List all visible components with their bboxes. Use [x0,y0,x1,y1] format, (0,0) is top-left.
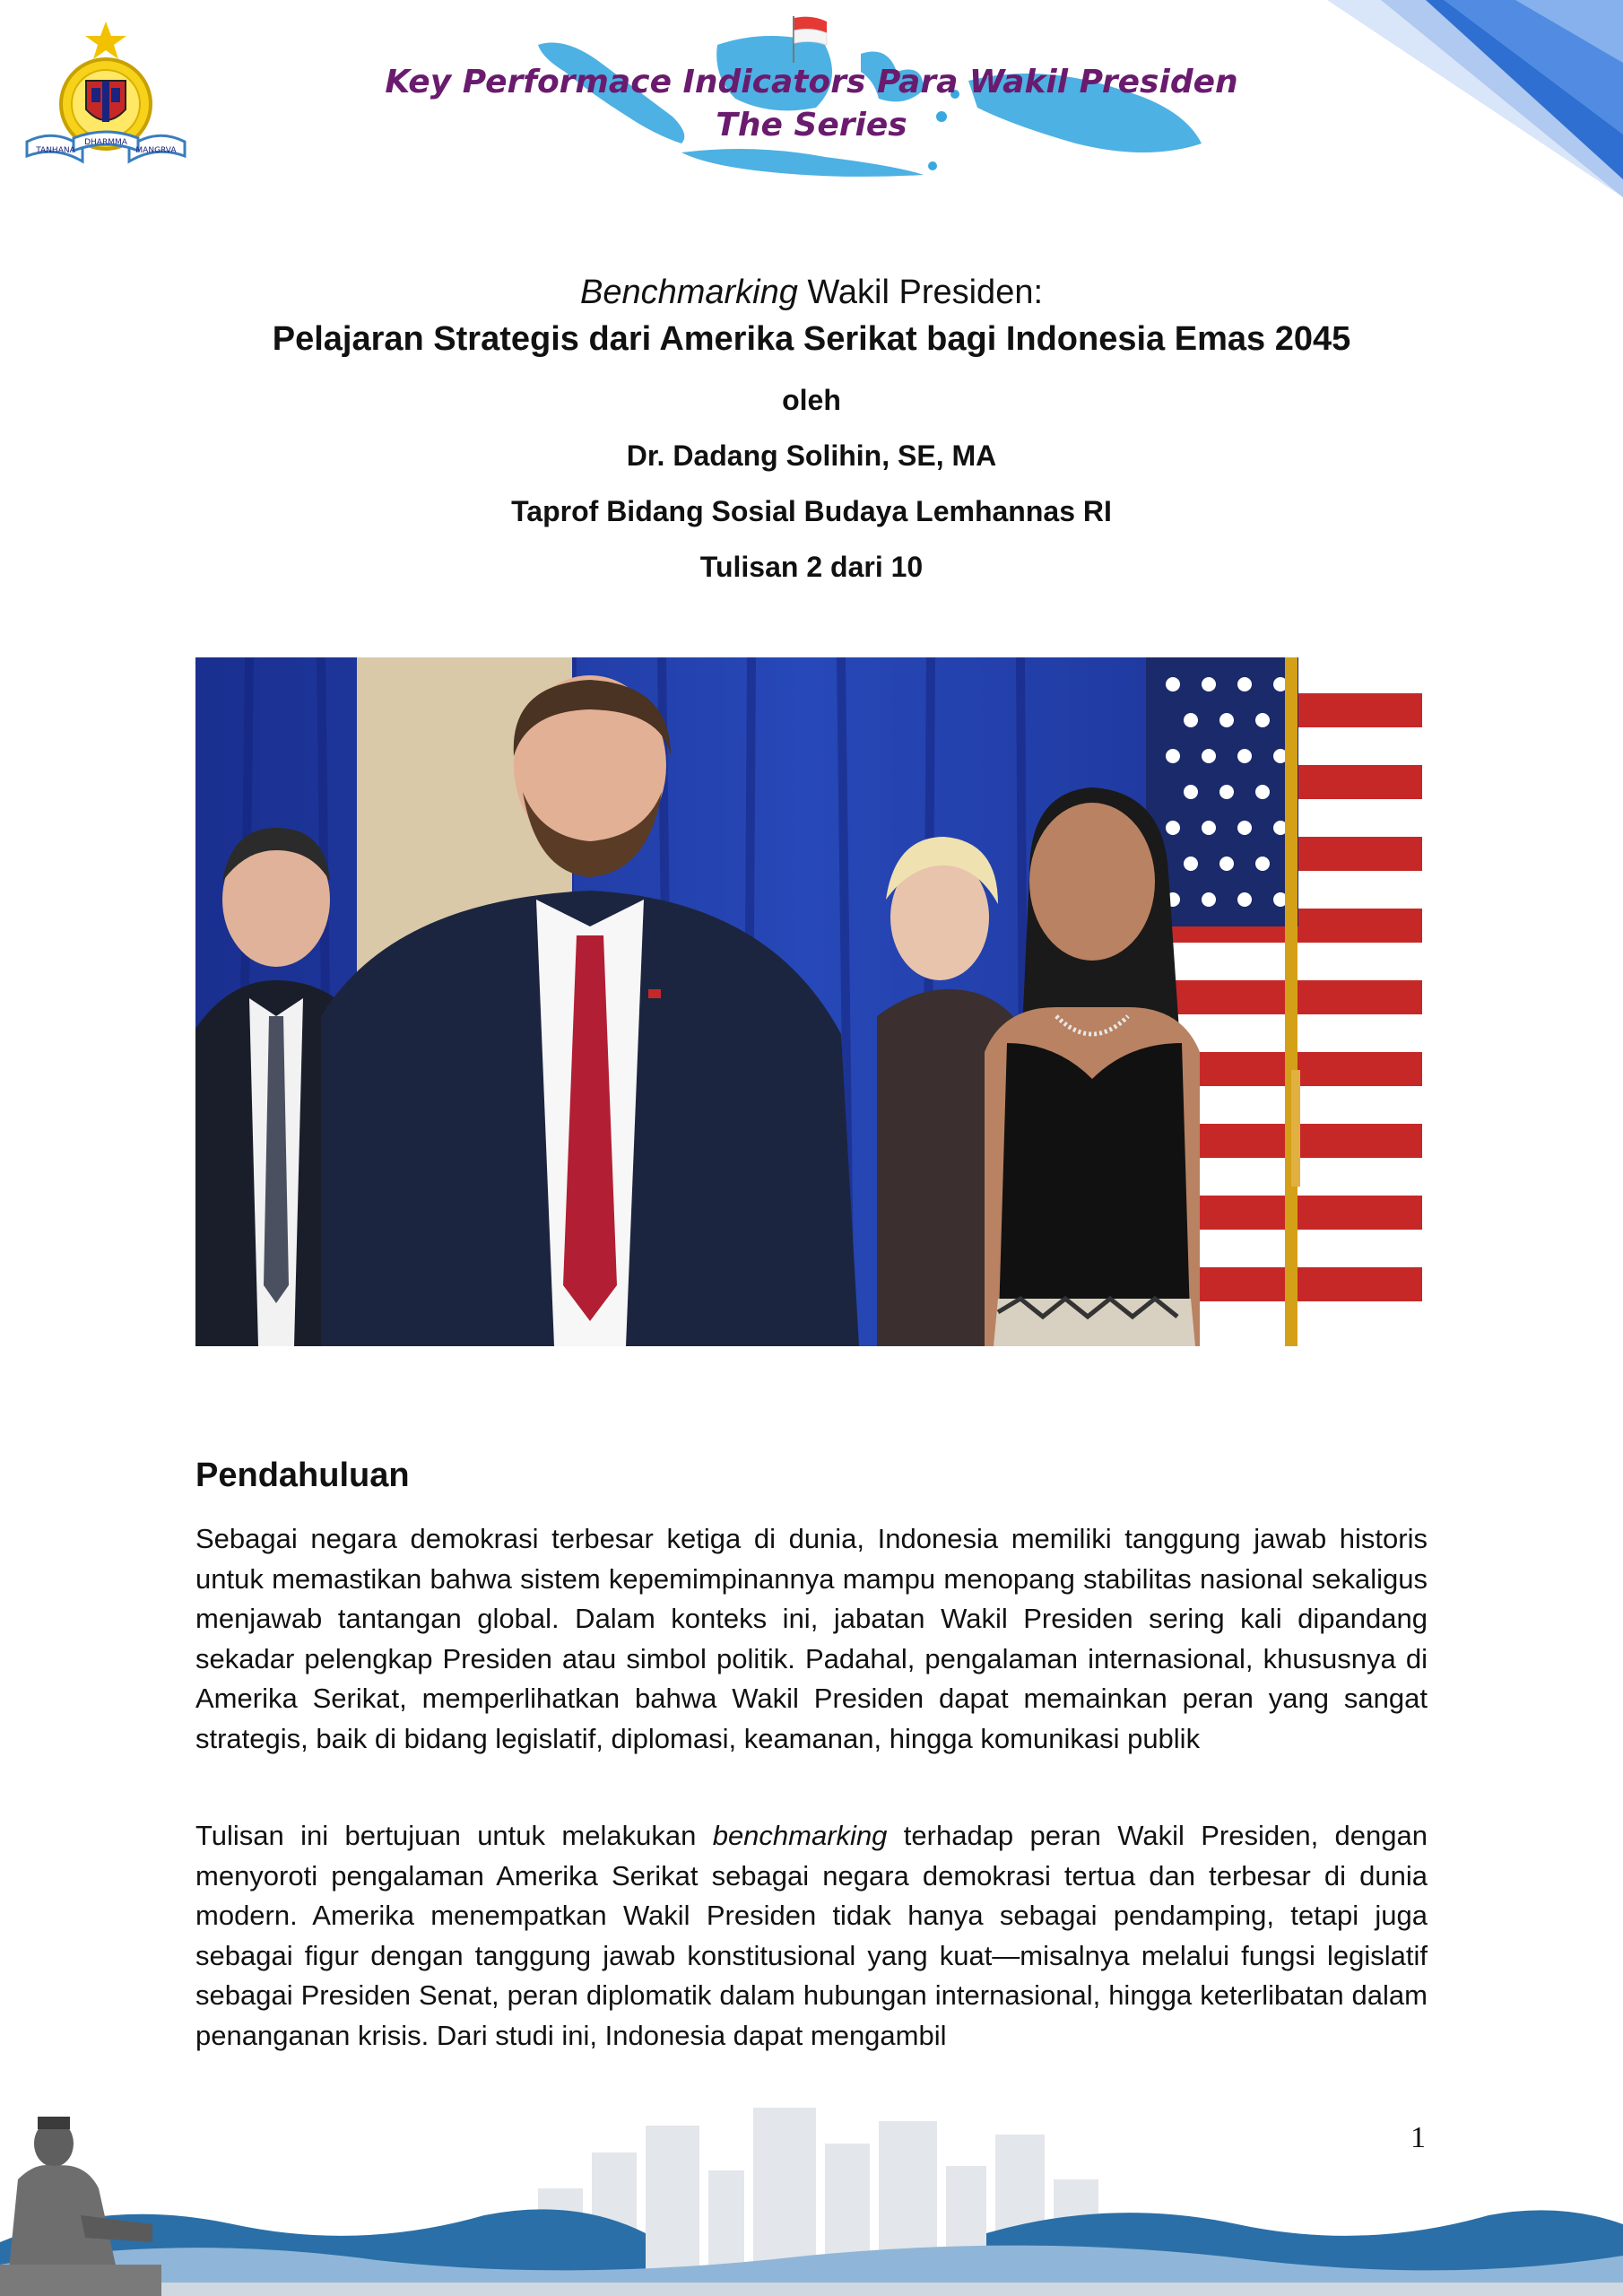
logo-banner-center: DHARMMA [84,138,127,147]
lemhannas-logo [20,16,192,170]
paragraph-1: Sebagai negara demokrasi terbesar ketiga di dunia, Indonesia memiliki tanggung jawab historis untuk memastikan bahwa sistem kepemimpinannya mampu menopang stabilitas nasional sekaligus menjawab tantangan global. Dalam konteks ini, jabatan Wakil Presiden sering kali dipandang sekadar pelengkap Presiden atau simbol politik. Padahal, pengalaman internasional, khususnya di Amerika Serikat, memperlihatkan bahwa Wakil Presiden dapat memainkan peran yang sangat strategis, baik di bidang legislatif, diplomasi, keamanan, hingga komunikasi publik [195,1523,1428,1754]
paragraph-2-rest: terhadap peran Wakil Presiden, dengan menyoroti pengalaman Amerika Serikat sebagai negara demokrasi tertua dan terbesar di dunia modern. Amerika menempatkan Wakil Presiden tidak hanya sebagai pendamping, tetapi juga sebagai figur dengan tanggung jawab konstitusional yang kuat—misalnya melalui fungsi legislatif sebagai Presiden Senat, peran diplomatik dalam hubungan internasional, hingga keterlibatan dalam penanganan krisis. Dari studi ini, Indonesia dapat mengambil [195,1820,1428,2051]
section-heading: Pendahuluan [195,1457,410,1494]
article-photo [195,657,1422,1346]
author-name: Dr. Dadang Solihin, SE, MA [626,439,997,472]
logo-banner-right: MANGRVA [135,146,177,155]
series-number: Tulisan 2 dari 10 [699,551,924,583]
footer-cityscape-graphic [0,2090,1623,2296]
page-number: 1 [1410,2121,1426,2154]
paragraph-2 [195,1816,1428,2056]
logo-banner-left: TANHANA [36,146,75,155]
author-position: Taprof Bidang Sosial Budaya Lemhannas RI [511,495,1112,527]
title-rest: Wakil Presiden: [797,274,1044,311]
series-subtitle: The Series [716,107,907,144]
byline-label: oleh [782,384,841,416]
series-title: Key Performace Indicators Para Wakil Presiden [385,64,1238,100]
statue-graphic [0,2117,161,2296]
paragraph-2-italic: benchmarking [712,1820,888,1851]
title-italic: Benchmarking [579,274,798,311]
document-subtitle: Pelajaran Strategis dari Amerika Serikat bagi Indonesia Emas 2045 [272,320,1351,358]
corner-decoration [1291,0,1623,197]
document-title [161,269,1462,316]
paragraph-2-start: Tulisan ini bertujuan untuk melakukan [195,1820,713,1851]
title-block [161,269,1462,585]
series-header [269,61,1354,147]
